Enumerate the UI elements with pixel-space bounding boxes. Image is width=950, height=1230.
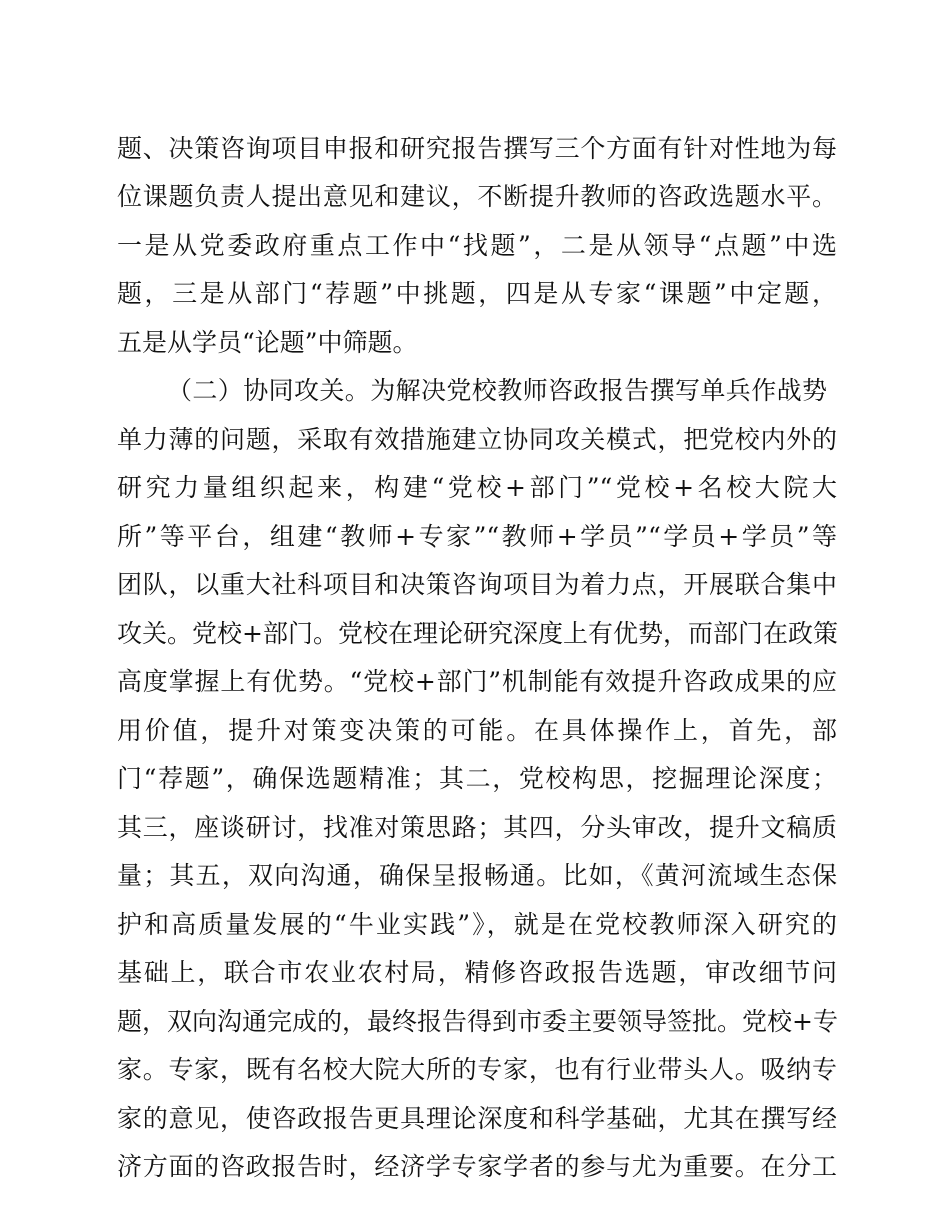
body-text-line: 题，双向沟通完成的，最终报告得到市委主要领导签批。党校+专 xyxy=(117,1007,838,1036)
body-text-line: 研究力量组织起来，构建“党校+部门”“党校+名校大院大 xyxy=(117,473,837,502)
body-text-line: 家。专家，既有名校大院大所的专家，也有行业带头人。吸纳专 xyxy=(117,1055,837,1084)
body-text-line: 济方面的咨政报告时，经济学专家学者的参与尤为重要。在分工 xyxy=(117,1152,837,1181)
body-text-line: 量；其五，双向沟通，确保呈报畅通。比如，《黄河流域生态保 xyxy=(117,861,837,890)
body-text-line: 题，三是从部门“荐题”中挑题，四是从专家“课题”中定题， xyxy=(117,279,837,308)
body-text-line: 五是从学员“论题”中筛题。 xyxy=(117,328,418,357)
body-text-line: 用价值，提升对策变决策的可能。在具体操作上，首先，部 xyxy=(117,716,837,745)
body-text-line: 其三，座谈研讨，找准对策思路；其四，分头审改，提升文稿质 xyxy=(117,813,837,842)
body-text-line: 高度掌握上有优势。“党校+部门”机制能有效提升咨政成果的应 xyxy=(117,667,837,696)
body-text-line: 团队，以重大社科项目和决策咨询项目为着力点，开展联合集中 xyxy=(117,570,837,599)
body-text-line: 护和高质量发展的“牛业实践”》，就是在党校教师深入研究的 xyxy=(117,910,837,939)
body-text-line: 所”等平台，组建“教师+专家”“教师+学员”“学员+学员”等 xyxy=(117,522,837,551)
section-heading-line: （二）协同攻关。为解决党校教师咨政报告撰写单兵作战势 xyxy=(167,376,827,405)
body-text-line: 攻关。党校+部门。党校在理论研究深度上有优势，而部门在政策 xyxy=(117,619,838,648)
body-text-line: 一是从党委政府重点工作中“找题”，二是从领导“点题”中选 xyxy=(117,231,837,260)
body-text-line: 单力薄的问题，采取有效措施建立协同攻关模式，把党校内外的 xyxy=(117,425,837,454)
body-text-line: 家的意见，使咨政报告更具理论深度和科学基础，尤其在撰写经 xyxy=(117,1104,837,1133)
body-text-line: 基础上，联合市农业农村局，精修咨政报告选题，审改细节问 xyxy=(117,958,837,987)
body-text-line: 题、决策咨询项目申报和研究报告撰写三个方面有针对性地为每 xyxy=(117,134,837,163)
body-text-line: 门“荐题”，确保选题精准；其二，党校构思，挖掘理论深度； xyxy=(117,764,837,793)
body-text-line: 位课题负责人提出意见和建议，不断提升教师的咨政选题水平。 xyxy=(117,182,837,211)
